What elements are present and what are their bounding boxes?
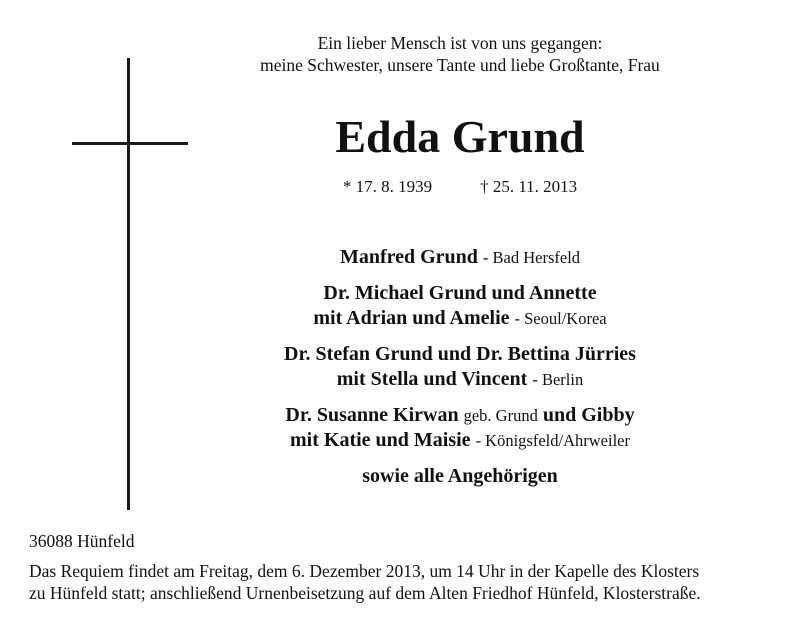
mourner-line (200, 306, 720, 331)
service-info-line-1: Das Requiem findet am Freitag, dem 6. Dezember 2013, um 14 Uhr in der Kapelle des Klosters (29, 561, 700, 581)
life-dates (200, 176, 720, 198)
mourner-name: mit Katie und Maisie (290, 429, 471, 451)
intro-text (200, 32, 720, 76)
mourner-line (200, 342, 720, 367)
mourner-place: - Bad Hersfeld (482, 248, 581, 267)
mourner-line (200, 245, 720, 270)
mourner-place: - Seoul/Korea (514, 309, 607, 328)
mourner-group (200, 342, 720, 392)
mourner-name: Manfred Grund (339, 246, 478, 268)
mourner-group (200, 245, 720, 270)
cross-icon (127, 58, 130, 510)
mourner-place: - Berlin (532, 370, 584, 389)
mourner-line (200, 403, 720, 428)
mourner-maiden-note: geb. Grund (463, 406, 538, 425)
intro-line-2: meine Schwester, unsere Tante und liebe Großtante, Frau (260, 55, 660, 75)
mourner-name: Dr. Susanne Kirwan (285, 404, 459, 426)
address: 36088 Hünfeld (29, 531, 135, 551)
mourner-line (200, 367, 720, 392)
mourner-line (200, 428, 720, 453)
mourner-name: mit Adrian und Amelie (313, 307, 510, 329)
all-relatives: sowie alle Angehörigen (362, 465, 558, 487)
mourner-group (200, 403, 720, 453)
intro-line-1: Ein lieber Mensch ist von uns gegangen: (317, 33, 603, 53)
deceased-name: Edda Grund (335, 111, 585, 162)
mourner-line (200, 281, 720, 306)
mourner-place: - Königsfeld/Ahrweiler (475, 431, 630, 450)
cross-icon-bar (72, 142, 188, 145)
mourner-name: Dr. Michael Grund und Annette (323, 282, 597, 304)
death-date: † 25. 11. 2013 (480, 177, 578, 196)
mourner-name: mit Stella und Vincent (336, 368, 528, 390)
service-info-line-2: zu Hünfeld statt; anschließend Urnenbeisetzung auf dem Alten Friedhof Hünfeld, Klosterstraße. (29, 583, 701, 603)
birth-date: * 17. 8. 1939 (342, 177, 433, 196)
mourner-name: Dr. Stefan Grund und Dr. Bettina Jürries (284, 343, 636, 365)
footer-info (29, 530, 789, 604)
mourners-list (200, 245, 720, 489)
mourner-group (200, 281, 720, 331)
mourner-name-partner: und Gibby (542, 404, 635, 426)
